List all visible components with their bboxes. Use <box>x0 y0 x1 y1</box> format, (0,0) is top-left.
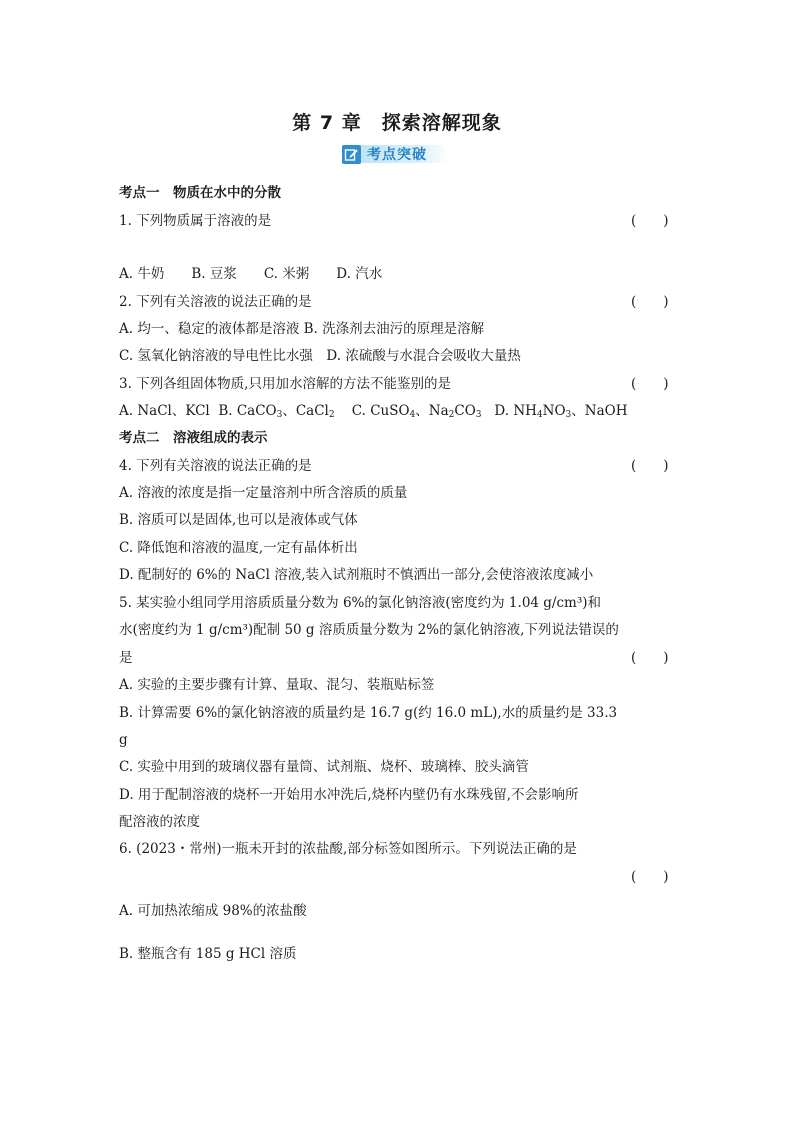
q3-option-d: D. $NH_4NO_3$、NaOH <box>494 403 628 420</box>
q5-option-b-line1: B. 计算需要 6%的氯化钠溶液的质量约是 16.7 g(约 16.0 mL),水的质量约是 33.3 <box>119 705 618 721</box>
q6-option-a: A. 可加热浓缩成 98%的浓盐酸 <box>119 903 307 919</box>
q3-answer-blank: ( ) <box>631 376 669 392</box>
q4-option-b: B. 溶质可以是固体,也可以是液体或气体 <box>119 512 358 528</box>
q5-option-b-line2: g <box>119 732 128 748</box>
q5-option-d-line2: 配溶液的浓度 <box>119 814 200 830</box>
q1-stem: 1. 下列物质属于溶液的是 <box>119 213 272 229</box>
q6-answer-blank: ( ) <box>631 869 669 885</box>
q3-option-b: B. CaCO$_3$、CaCl$_2$ <box>218 403 335 420</box>
q4-answer-blank: ( ) <box>631 458 669 474</box>
badge-label: 考点突破 <box>367 147 427 163</box>
q2-stem: 2. 下列有关溶液的说法正确的是 <box>119 294 312 310</box>
section-heading-2: 考点二 溶液组成的表示 <box>119 430 268 446</box>
q4-option-c: C. 降低饱和溶液的温度,一定有晶体析出 <box>119 540 358 556</box>
q5-option-a: A. 实验的主要步骤有计算、量取、混匀、装瓶贴标签 <box>119 677 435 693</box>
q5-stem-line1: 5. 某实验小组同学用溶质质量分数为 6%的氯化钠溶液(密度约为 1.04 g/cm³)和 <box>119 595 602 611</box>
q1-options: A. 牛奶 B. 豆浆 C. 米粥 D. 汽水 <box>119 266 383 282</box>
q2-options-cd: C. 氢氧化钠溶液的导电性比水强 D. 浓硫酸与水混合会吸收大量热 <box>119 348 521 364</box>
q6-option-b: B. 整瓶含有 185 g HCl 溶质 <box>119 946 297 962</box>
q4-option-a: A. 溶液的浓度是指一定量溶剂中所含溶质的质量 <box>119 485 408 501</box>
q3-option-a: A. NaCl、KCl <box>119 403 210 419</box>
q4-stem: 4. 下列有关溶液的说法正确的是 <box>119 458 312 474</box>
q2-options-ab: A. 均一、稳定的液体都是溶液 B. 洗涤剂去油污的原理是溶解 <box>119 321 485 337</box>
q5-option-d-line1: D. 用于配制溶液的烧杯一开始用水冲洗后,烧杯内壁仍有水珠残留,不会影响所 <box>119 787 579 803</box>
section-badge <box>342 143 450 165</box>
q5-stem-line2: 水(密度约为 1 g/cm³)配制 50 g 溶质质量分数为 2%的氯化钠溶液,下列说法错误的 <box>119 622 619 638</box>
q6-stem: 6. (2023・常州)一瓶未开封的浓盐酸,部分标签如图所示。下列说法正确的是 <box>119 841 577 857</box>
chapter-title: 第 7 章 探索溶解现象 <box>292 112 502 134</box>
q2-answer-blank: ( ) <box>631 294 669 310</box>
q5-option-c: C. 实验中用到的玻璃仪器有量筒、试剂瓶、烧杯、玻璃棒、胶头滴管 <box>119 759 529 775</box>
q1-answer-blank: ( ) <box>631 213 669 229</box>
q5-stem-line3: 是 <box>119 650 133 666</box>
q3-stem: 3. 下列各组固体物质,只用加水溶解的方法不能鉴别的是 <box>119 376 451 392</box>
q5-answer-blank: ( ) <box>631 650 669 666</box>
q4-option-d: D. 配制好的 6%的 NaCl 溶液,装入试剂瓶时不慎洒出一部分,会使溶液浓度减小 <box>119 567 594 583</box>
section-heading-1: 考点一 物质在水中的分散 <box>119 185 281 201</box>
q3-options <box>119 401 679 425</box>
pencil-icon <box>342 145 361 164</box>
q3-option-c: C. CuSO$_4$、$Na_2CO_3$ <box>351 403 482 420</box>
